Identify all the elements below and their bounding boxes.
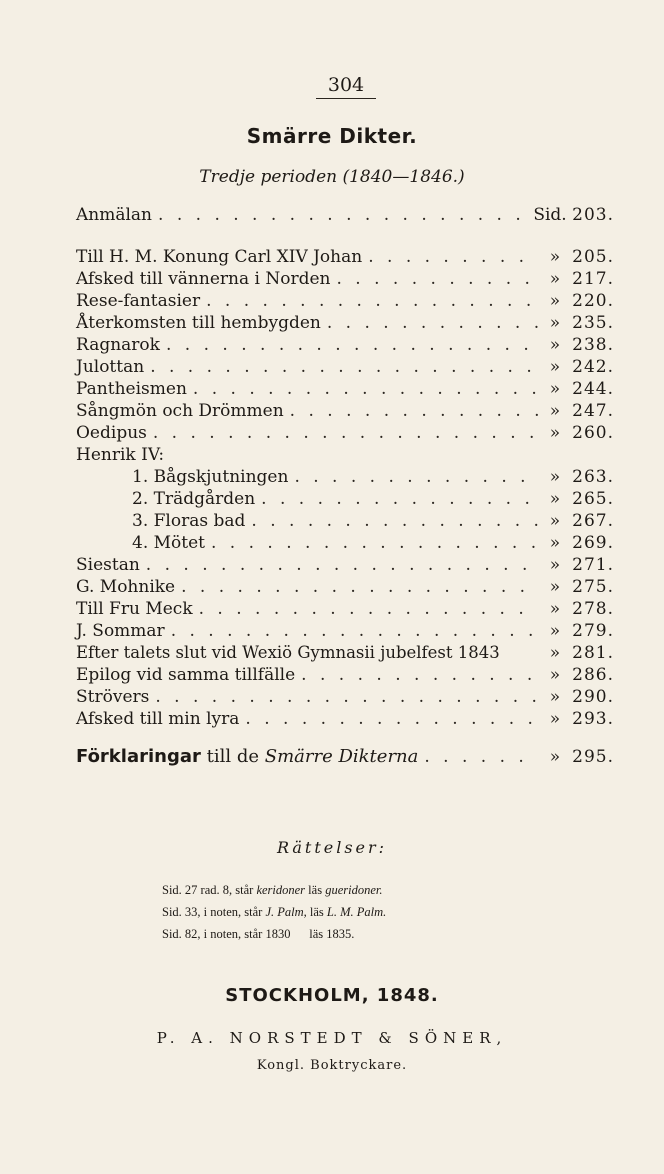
toc-mark: »	[549, 269, 561, 289]
toc-mark: »	[549, 555, 561, 575]
toc-label: J. Sommar	[76, 621, 165, 641]
toc-label: Återkomsten till hembygden	[76, 313, 321, 333]
toc-page: 265.	[572, 489, 614, 509]
toc-row	[76, 423, 614, 445]
toc-row	[76, 357, 614, 379]
toc-row	[76, 577, 614, 599]
toc-row	[76, 621, 614, 643]
toc-row	[76, 269, 614, 291]
toc-label: Pantheismen	[76, 379, 187, 399]
toc-label: Strövers	[76, 687, 150, 707]
toc-row	[76, 247, 614, 269]
toc-page: 235.	[572, 313, 614, 333]
toc-mark: »	[549, 511, 561, 531]
toc-mark: »	[549, 709, 561, 729]
toc-row	[76, 313, 614, 335]
toc-label: G. Mohnike	[76, 577, 176, 597]
toc-row	[76, 401, 614, 423]
toc-label: Oedipus	[76, 423, 147, 443]
explanations-middle: till de	[206, 746, 260, 767]
toc-label: 4. Mötet	[132, 533, 205, 553]
toc-page: 217.	[572, 269, 614, 289]
errata-correct: gueridoner.	[325, 883, 383, 897]
toc-label: Sångmön och Drömmen	[76, 401, 284, 421]
toc-label: Henrik IV:	[76, 445, 165, 465]
toc-label: Rese-fantasier	[76, 291, 201, 311]
toc-label: Anmälan	[76, 205, 153, 225]
toc-mark: »	[549, 599, 561, 619]
toc-label: Efter talets slut vid Wexiö Gymnasii jubelfest 1843	[76, 643, 500, 662]
toc-page: 263.	[572, 467, 614, 487]
toc-label: 3. Floras bad	[132, 511, 246, 531]
explanations-italic: Smärre Dikterna	[264, 746, 419, 767]
toc-label: Till H. M. Konung Carl XIV Johan	[76, 247, 363, 267]
toc-row	[76, 467, 614, 489]
toc-page: 205.	[572, 247, 614, 267]
toc-mark: »	[549, 379, 561, 399]
toc-page: 203.	[572, 205, 614, 225]
errata-wrong: J. Palm,	[265, 905, 307, 919]
toc-row	[76, 291, 614, 313]
toc-row	[76, 205, 614, 227]
page-number: 304	[316, 74, 376, 99]
toc-row	[76, 643, 614, 665]
toc-label: Till Fru Meck	[76, 599, 193, 619]
errata-line	[162, 905, 386, 927]
toc-page: 238.	[572, 335, 614, 355]
toc-mark: »	[549, 577, 561, 597]
toc-page: 247.	[572, 401, 614, 421]
toc-page: 290.	[572, 687, 614, 707]
toc-page: 279.	[572, 621, 614, 641]
imprint-firm: P. A. NORSTEDT & SÖNER,	[156, 1029, 508, 1047]
toc-mark: »	[549, 357, 561, 377]
section-title: Smärre Dikter.	[246, 124, 418, 148]
toc-page: 275.	[572, 577, 614, 597]
toc-mark: »	[549, 747, 561, 767]
toc-row	[76, 533, 614, 555]
errata-line	[162, 927, 386, 949]
toc-page: 267.	[572, 511, 614, 531]
toc-row	[76, 335, 614, 357]
errata-line	[162, 883, 386, 905]
toc-mark: »	[549, 291, 561, 311]
toc-mark: »	[549, 643, 561, 663]
toc-row	[76, 511, 614, 533]
toc-page: 271.	[572, 555, 614, 575]
toc-row	[76, 379, 614, 401]
toc-row	[76, 489, 614, 511]
toc-mark: »	[549, 247, 561, 267]
imprint-role: Kongl. Boktryckare.	[256, 1058, 408, 1073]
errata-title: Rättelser:	[276, 838, 388, 857]
toc-label: Julottan	[76, 357, 145, 377]
toc-mark: »	[549, 423, 561, 443]
toc-page: 260.	[572, 423, 614, 443]
errata-correct: L. M. Palm.	[326, 905, 387, 919]
toc-mark: »	[549, 335, 561, 355]
toc-mark: »	[549, 533, 561, 553]
toc-mark: »	[549, 665, 561, 685]
toc-mark: »	[549, 313, 561, 333]
toc-label: Ragnarok	[76, 335, 160, 355]
errata-text: Sid. 82, i noten, står 1830 läs 1835.	[162, 927, 355, 941]
toc-page: 286.	[572, 665, 614, 685]
imprint-city-year: STOCKHOLM, 1848.	[225, 985, 439, 1006]
toc-row	[76, 687, 614, 709]
errata-wrong: keridoner	[256, 883, 306, 897]
toc-label: 2. Trädgården	[132, 489, 256, 509]
toc-row	[76, 555, 614, 577]
toc-page: 269.	[572, 533, 614, 553]
toc-mark: »	[549, 621, 561, 641]
toc-page: 293.	[572, 709, 614, 729]
toc-mark: »	[549, 687, 561, 707]
errata-text: läs	[305, 883, 326, 897]
toc-page: 244.	[572, 379, 614, 399]
toc-mark: »	[549, 489, 561, 509]
toc-row	[76, 709, 614, 731]
toc-label: Siestan	[76, 555, 140, 575]
toc-label: Afsked till vännerna i Norden	[76, 269, 331, 289]
toc-row-explanations	[76, 746, 614, 768]
toc-mark: »	[549, 401, 561, 421]
toc-page: 281.	[572, 643, 614, 663]
toc-label: 1. Bågskjutningen	[132, 467, 289, 487]
toc-page: 242.	[572, 357, 614, 377]
errata-text: läs	[306, 905, 327, 919]
toc-row	[76, 599, 614, 621]
toc-row-heading	[76, 445, 614, 467]
errata-text: Sid. 33, i noten, står	[162, 905, 266, 919]
toc-page: 278.	[572, 599, 614, 619]
toc-page: 295.	[572, 747, 614, 767]
toc-label: Epilog vid samma tillfälle	[76, 665, 296, 685]
toc-row	[76, 665, 614, 687]
toc-page: 220.	[572, 291, 614, 311]
errata-text: Sid. 27 rad. 8, står	[162, 883, 257, 897]
toc-mark: »	[549, 467, 561, 487]
toc-mark: Sid.	[533, 205, 567, 225]
section-subtitle: Tredje perioden (1840—1846.)	[199, 167, 465, 187]
errata-list	[162, 883, 386, 949]
toc-label: Afsked till min lyra	[76, 709, 240, 729]
explanations-lead: Förklaringar	[76, 746, 201, 767]
toc-label	[76, 746, 424, 767]
